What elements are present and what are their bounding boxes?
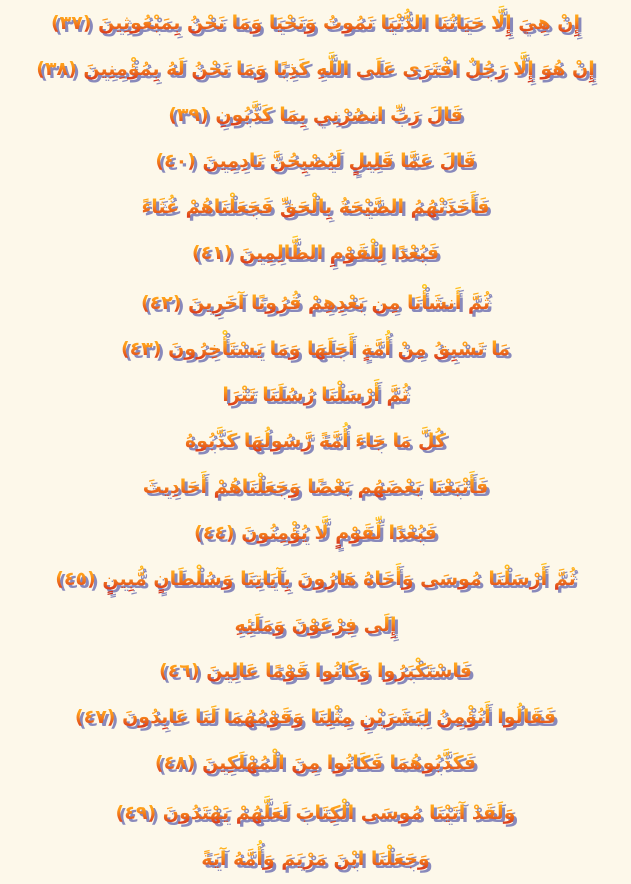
verse-44-part-4: فَبُعْدًا لِّقَوْمٍ لَّا يُؤْمِنُونَ (٤٤) — [0, 512, 631, 558]
verse-44-part-2: كُلَّ مَا جَاءَ أُمَّةً رَّسُولُهَا كَذَّبُوهُ — [0, 420, 631, 466]
verse-41-part-2: فَبُعْدًا لِلْقَوْمِ الظَّالِمِينَ (٤١) — [0, 232, 631, 278]
verse-38: إِنْ هُوَ إِلَّا رَجُلٌ افْتَرَى عَلَى اللَّهِ كَذِبًا وَمَا نَحْنُ لَهُ بِمُؤْمِنِينَ (٣٨) — [0, 48, 631, 94]
verse-43: مَا تَسْبِقُ مِنْ أُمَّةٍ أَجَلَهَا وَمَا يَسْتَأْخِرُونَ (٤٣) — [0, 328, 631, 374]
verse-37: إِنْ هِيَ إِلَّا حَيَاتُنَا الدُّنْيَا نَمُوتُ وَنَحْيَا وَمَا نَحْنُ بِمَبْعُوثِينَ (٣٧) — [0, 2, 631, 48]
verse-50-part-1: وَجَعَلْنَا ابْنَ مَرْيَمَ وَأُمَّهُ آيَةً — [0, 838, 631, 884]
verse-47: فَقَالُوا أَنُؤْمِنُ لِبَشَرَيْنِ مِثْلِنَا وَقَوْمُهُمَا لَنَا عَابِدُونَ (٤٧) — [0, 696, 631, 742]
verse-44-part-3: فَأَتْبَعْنَا بَعْضَهُم بَعْضًا وَجَعَلْنَاهُمْ أَحَادِيثَ — [0, 466, 631, 512]
verse-45: ثُمَّ أَرْسَلْنَا مُوسَى وَأَخَاهُ هَارُونَ بِآيَاتِنَا وَسُلْطَانٍ مُّبِينٍ (٤٥) — [0, 558, 631, 604]
verse-41-part-1: فَأَخَذَتْهُمُ الصَّيْحَةُ بِالْحَقِّ فَجَعَلْنَاهُمْ غُثَاءً — [0, 186, 631, 232]
verse-40: قَالَ عَمَّا قَلِيلٍ لَيُصْبِحُنَّ نَادِمِينَ (٤٠) — [0, 140, 631, 186]
verse-44-part-1: ثُمَّ أَرْسَلْنَا رُسُلَنَا تَتْرَا — [0, 374, 631, 420]
verse-46-part-2: فَاسْتَكْبَرُوا وَكَانُوا قَوْمًا عَالِينَ (٤٦) — [0, 650, 631, 696]
verse-42: ثُمَّ أَنشَأْنَا مِن بَعْدِهِمْ قُرُونًا آخَرِينَ (٤٢) — [0, 282, 631, 328]
verse-49: وَلَقَدْ آتَيْنَا مُوسَى الْكِتَابَ لَعَلَّهُمْ يَهْتَدُونَ (٤٩) — [0, 792, 631, 838]
verse-48: فَكَذَّبُوهُمَا فَكَانُوا مِنَ الْمُهْلَكِينَ (٤٨) — [0, 742, 631, 788]
verse-39: قَالَ رَبِّ انصُرْنِي بِمَا كَذَّبُونِ (٣٩) — [0, 94, 631, 140]
verse-46-part-1: إِلَى فِرْعَوْنَ وَمَلَئِهِ — [0, 604, 631, 650]
verse-list — [0, 2, 631, 884]
